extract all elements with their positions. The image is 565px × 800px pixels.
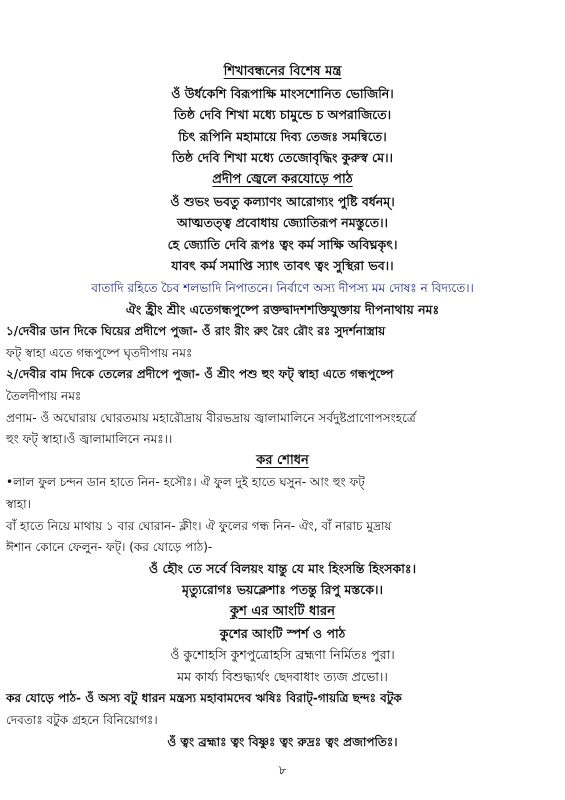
mantra-line: ঐং হ্রীং শ্রীং এতেগন্ধপুষ্পে রক্তদ্বাদশশক্তিযুক্তায় দীপনাথায় নমঃ bbox=[125, 301, 440, 317]
instruction-line: দেবতাঃ বটুক গ্রহনে বিনিয়োগঃ। bbox=[6, 713, 158, 727]
instruction-line: প্রণাম- ওঁ অঘোরায় ঘোরতমায় মহারৌদ্রায় বীরভদ্রায় জ্বালামালিনে সর্বদুষ্টপ্রাণোপসংহর্ত্রে bbox=[6, 410, 416, 425]
instruction-line: ২/দেবীর বাম দিকে তেলের প্রদীপে পুজা- ওঁ শ্রীং পশু হুং ফট্ স্বাহা এতে গন্ধপুষ্পে bbox=[6, 367, 394, 382]
instruction-line: স্বাহা। bbox=[6, 497, 31, 511]
instruction-line: তৈলদীপায় নমঃ bbox=[6, 389, 82, 403]
mantra-line: মৃত্যুরোগঃ ভয়ক্লেশাঃ পতন্তু রিপু মস্তকে।। bbox=[182, 582, 383, 598]
instruction-line: ১/দেবীর ডান দিকে ঘিয়ের প্রদীপে পুজা- ওঁ রাং রীং রুং রৈং রৌং রঃ সুদর্শনাস্ত্রায় bbox=[6, 324, 386, 339]
mantra-line: তিষ্ঠ দেবি শিখা মধ্যে চামুন্ডে চ অপরাজিতে। bbox=[173, 107, 392, 123]
instruction-line: •লাল ফুল চন্দন ডান হাতে নিন- হসৌঃ। ঐ ফুল দুই হাতে ঘসুন- আং হুং ফট্ bbox=[6, 475, 365, 490]
mantra-line: ওঁ ত্বং ব্রহ্মাঃ ত্বং বিষ্ণুঃ ত্বং রুদ্রঃ ত্বং প্রজাপতিঃ। bbox=[167, 734, 398, 749]
mantra-line: ওঁ উর্ধকেশি বিরূপাক্ষি মাংসশোনিত ভোজিনি। bbox=[171, 85, 394, 101]
mantra-line: মম কার্য্য বিশুদ্ধ্যর্থং ছেদবাধাং ত্যজ প্রভো।। bbox=[177, 668, 388, 684]
mantra-line: আত্মতত্ত্ব প্রবোধায় জ্যোতিরূপ নমস্তুতে।। bbox=[176, 215, 389, 231]
mantra-line: চিৎ রূপিনি মহামায়ে দিব্য তেজঃ সমন্বিতে। bbox=[178, 128, 387, 144]
section-heading-kar-shodhan: কর শোধন bbox=[256, 452, 309, 468]
sub-heading: কুশের আংটি স্পর্শ ও পাঠ bbox=[219, 625, 346, 641]
mantra-line: ওঁ হৌং তে সর্বে বিলয়ং যান্তু যে মাং হিংসন্তি হিংসকাঃ। bbox=[148, 560, 417, 576]
page-number: ৮ bbox=[278, 763, 287, 778]
instruction-line: কর যোড়ে পাঠ- ওঁ অস্য বটু ধারন মন্ত্রস্য মহাবামদেব ঋষিঃ বিরাট্-গায়ত্রি ছন্দঃ বটুক bbox=[6, 691, 402, 706]
section-heading-shikha: শিখাবন্ধনের বিশেষ মন্ত্র bbox=[223, 64, 342, 79]
mantra-line: হে জ্যোতি দেবি রূপঃ ত্বং কর্ম সাক্ষি অবিঘ্নকৃৎ। bbox=[167, 236, 398, 252]
instruction-line: ফট্ স্বাহা এতে গন্ধপুষ্পে ঘৃতদীপায় নমঃ bbox=[6, 345, 193, 360]
instruction-line: হুং ফট্ স্বাহা।ওঁ জ্বালামালিনে নমঃ।। bbox=[6, 432, 173, 447]
instruction-line: বাঁ হাতে নিয়ে মাথায় ১ বার ঘোরান- ক্লীং। ঐ ফুলের গন্ধ নিন- ঐং, বাঁ নারাচ মুদ্রায় bbox=[6, 518, 392, 533]
mantra-line: ওঁ শুভং ভবতু কল্যাণং আরোগ্যং পুষ্টি বর্ধনম্। bbox=[170, 193, 395, 209]
mantra-line: তিষ্ঠ দেবি শিখা মধ্যে তেজোবৃদ্ধিং কুরুস্ব মে।। bbox=[171, 150, 394, 166]
mantra-line: ওঁ কুশোহসি কুশপুত্রোহসি ব্রহ্মণা নির্মিতঃ পুরা। bbox=[170, 647, 395, 663]
section-heading-kush: কুশ এর আংটি ধারন bbox=[230, 604, 335, 619]
section-heading-pradip: প্রদীপ জ্বেলে করযোড়ে পাঠ bbox=[212, 172, 353, 187]
mantra-line: বাতাদি রহিতে চৈব শলভাদি নিপাতনে। নির্বাণে অস্য দীপস্য মম দোষঃ ন বিদ্যতে।। bbox=[91, 281, 474, 295]
mantra-line: যাবৎ কর্ম সমাপ্তি স্যাৎ তাবৎ ত্বং সুস্থিরা ভব।। bbox=[171, 258, 394, 274]
instruction-line: ঈশান কোনে ফেলুন- ফট্। (কর যোড়ে পাঠ)- bbox=[6, 540, 213, 555]
